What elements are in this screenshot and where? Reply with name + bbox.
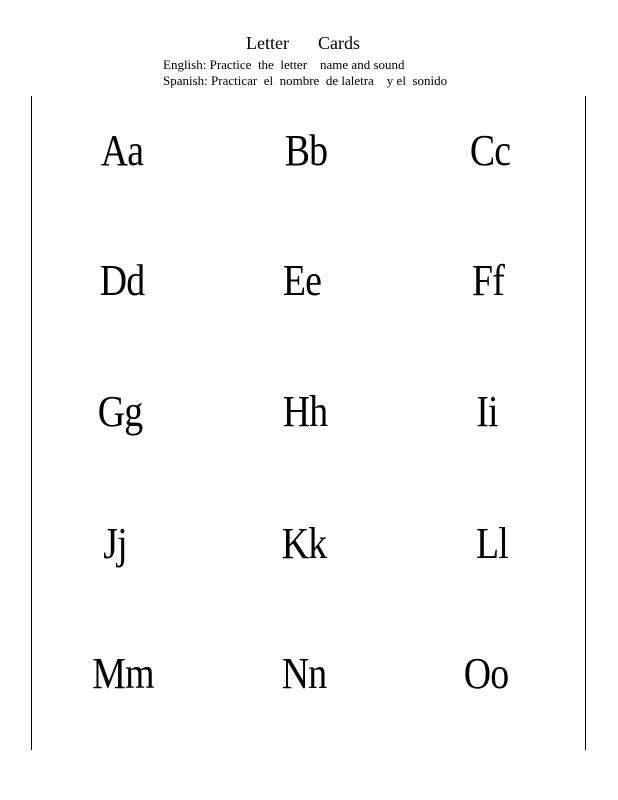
title-word-cards: Cards — [318, 33, 360, 53]
english-instruction: English: Practice the letter name and sound — [163, 57, 405, 72]
letter-card-n: Nn — [281, 649, 327, 698]
letter-card-o: Oo — [463, 649, 509, 698]
letter-card-i: Ii — [476, 387, 498, 436]
letter-card-c: Cc — [469, 126, 511, 175]
left-border-line — [31, 96, 32, 750]
page-title — [0, 32, 618, 56]
right-border-line — [585, 96, 586, 750]
letter-card-m: Mm — [92, 649, 154, 698]
letter-card-g: Gg — [97, 387, 143, 436]
letter-card-k: Kk — [281, 519, 327, 568]
letter-card-e: Ee — [282, 256, 322, 305]
letter-card-f: Ff — [472, 256, 504, 305]
letter-card-j: Jj — [103, 519, 127, 568]
letter-card-d: Dd — [99, 256, 145, 305]
letter-card-a: Aa — [100, 126, 144, 175]
letter-card-h: Hh — [282, 387, 328, 436]
title-word-letter: Letter — [246, 33, 289, 53]
letter-card-l: Ll — [476, 519, 508, 568]
spanish-instruction: Spanish: Practicar el nombre de laletra y el sonido — [163, 73, 448, 88]
letter-card-b: Bb — [284, 126, 328, 175]
